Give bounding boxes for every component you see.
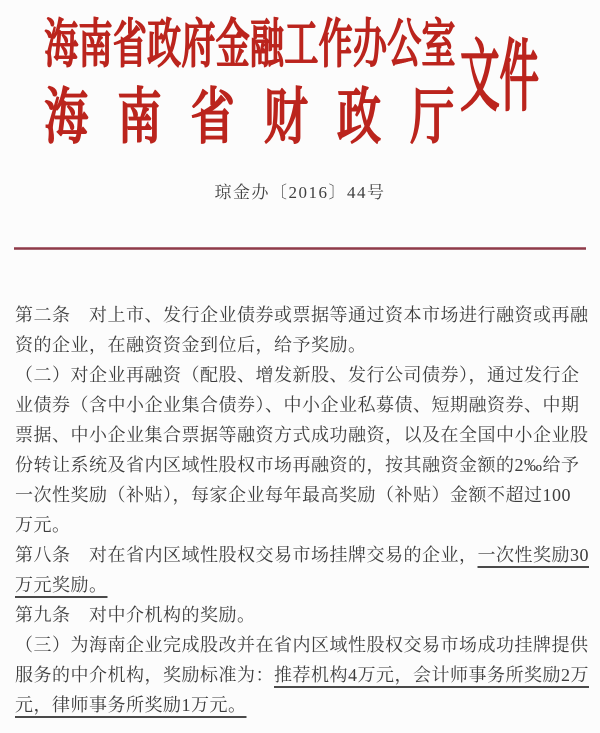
body-line	[15, 300, 589, 330]
body-text: 第九条 对中介机构的奖励。	[15, 605, 256, 625]
body-text: 票据、中小企业集合票据等融资方式成功融资，以及在全国中小企业股	[15, 425, 589, 445]
body-line	[15, 510, 585, 540]
body-text: 业债券（含中小企业集合债券）、中小企业私募债、短期融资券、中期	[15, 395, 580, 415]
underlined-award-text: 推荐机构4万元，会计师事务所奖励2万	[274, 665, 589, 685]
underlined-award-text: 元，律师事务所奖励1万元。	[15, 695, 247, 715]
body-text: 资的企业，在融资资金到位后，给予奖励。	[15, 335, 367, 355]
body-text: 一次性奖励（补贴），每家企业每年最高奖励（补贴）金额不超过100	[15, 485, 571, 505]
body-line	[15, 360, 585, 390]
letterhead	[0, 0, 600, 165]
body-line	[15, 690, 585, 720]
red-divider-rule	[14, 247, 586, 250]
body-line	[15, 600, 585, 630]
body-text: （三）为海南企业完成股改并在省内区域性股权交易市场成功挂牌提供	[15, 635, 589, 655]
body-line	[15, 570, 585, 600]
body-line	[15, 660, 589, 690]
body-line	[15, 630, 589, 660]
body-line	[15, 330, 585, 360]
body-text: 服务的中介机构，奖励标准为：	[15, 665, 274, 685]
document-number: 琼金办〔2016〕44号	[214, 183, 386, 202]
document-body	[15, 300, 589, 720]
body-line	[15, 450, 585, 480]
underlined-award-text: 一次性奖励30	[477, 545, 589, 565]
body-text: 万元。	[15, 515, 71, 535]
body-text: 第八条 对在省内区域性股权交易市场挂牌交易的企业，	[15, 545, 478, 565]
body-line	[15, 540, 589, 570]
body-text: 第二条 对上市、发行企业债券或票据等通过资本市场进行融资或再融	[15, 305, 589, 325]
body-text: 份转让系统及省内区域性股权市场再融资的，按其融资金额的2‰给予	[15, 455, 580, 475]
org-name-line1: 海南省政府金融工作办公室	[44, 16, 456, 75]
body-line	[15, 420, 589, 450]
body-line	[15, 480, 585, 510]
body-line	[15, 390, 585, 420]
org-name-line2: 海 南 省 财 政 厅	[44, 83, 454, 152]
document-word-label: 文件	[460, 35, 539, 122]
body-text: （二）对企业再融资（配股、增发新股、发行公司债券），通过发行企	[15, 365, 580, 385]
underlined-award-text: 万元奖励。	[15, 575, 108, 595]
